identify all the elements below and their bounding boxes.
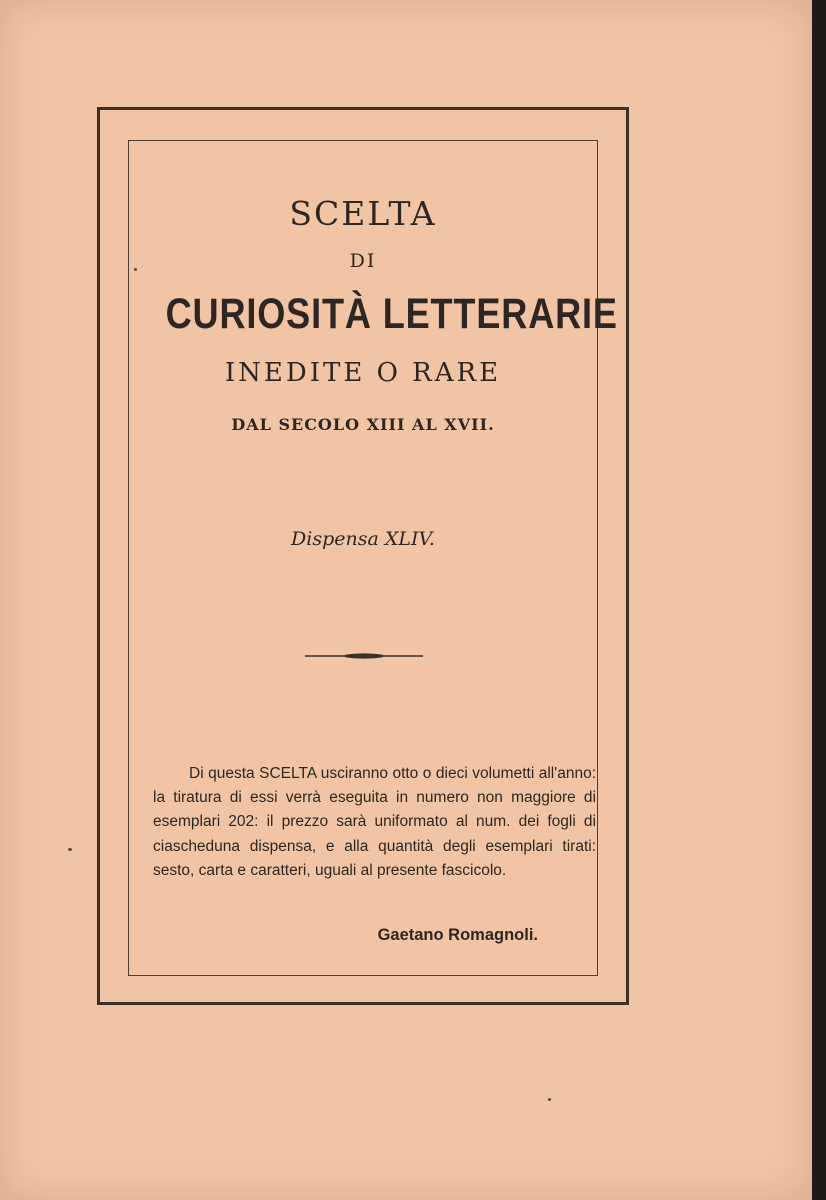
title-scelta: SCELTA [289,194,437,233]
period-line: DAL SECOLO XIII AL XVII. [231,415,495,434]
publisher-signature: Gaetano Romagnoli. [377,926,538,944]
paper-speck [548,1098,551,1101]
ornament-divider-icon [305,648,423,664]
page-edge-shadow [812,0,826,1200]
title-di: DI [349,250,377,272]
issue-number: Dispensa XLIV. [291,528,435,550]
publication-notice: Di questa SCELTA usciranno otto o dieci volumetti all'anno: la tiratura di essi verrà eseguita in numero non maggiore di esemplari 202: il prezzo sarà uniformato al num. dei fogli di ciascheduna dispensa, e alla quantità degli esemplari tirati: sesto, carta e caratteri, uguali al presente fascicolo. [153,765,596,879]
subtitle: INEDITE O RARE [224,358,502,388]
main-title: CURIOSITÀ LETTERARIE [165,290,618,338]
paper-speck [68,848,72,851]
paper-speck [134,268,137,271]
